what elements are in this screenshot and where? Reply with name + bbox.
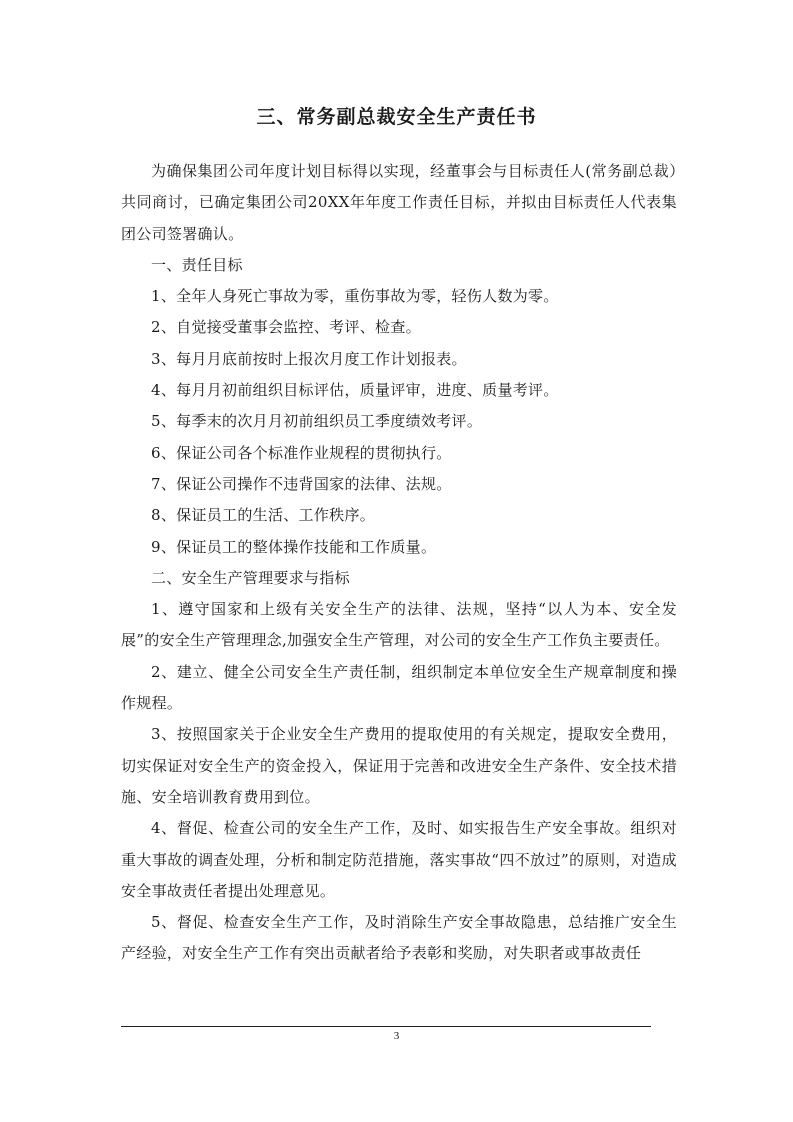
requirement-paragraph: 4、督促、检查公司的安全生产工作，及时、如实报告生产安全事故。组织对重大事故的调查处理，分析和制定防范措施，落实事故“四不放过”的原则，对造成安全事故责任者提出处理意见。 — [121, 819, 677, 900]
section-heading-targets: 一、责任目标 — [151, 255, 243, 274]
footer-divider — [121, 1026, 651, 1027]
section-heading-requirements: 二、安全生产管理要求与指标 — [151, 568, 350, 587]
target-item: 8、保证员工的生活、工作秩序。 — [151, 506, 376, 525]
target-item: 9、保证员工的整体操作技能和工作质量。 — [151, 537, 437, 556]
target-item: 1、全年人身死亡事故为零，重伤事故为零，轻伤人数为零。 — [151, 287, 559, 306]
target-item: 4、每月月初前组织目标评估，质量评审，进度、质量考评。 — [151, 381, 559, 400]
document-body — [121, 156, 677, 970]
target-item: 2、自觉接受董事会监控、考评、检查。 — [151, 318, 421, 337]
requirement-paragraph: 2、建立、健全公司安全生产责任制，组织制定本单位安全生产规章制度和操作规程。 — [121, 662, 677, 713]
intro-paragraph: 为确保集团公司年度计划目标得以实现，经董事会与目标责任人(常务副总裁）共同商讨，已确定集团公司20XX年年度工作责任目标，并拟由目标责任人代表集团公司签署确认。 — [121, 162, 677, 243]
requirement-paragraph: 3、按照国家关于企业安全生产费用的提取使用的有关规定，提取安全费用，切实保证对安全生产的资金投入，保证用于完善和改进安全生产条件、安全技术措施、安全培训教育费用到位。 — [121, 725, 677, 806]
target-item: 7、保证公司操作不违背国家的法律、法规。 — [151, 474, 452, 493]
target-item: 6、保证公司各个标准作业规程的贯彻执行。 — [151, 443, 452, 462]
target-item: 5、每季末的次月月初前组织员工季度绩效考评。 — [151, 412, 483, 431]
page-number: 3 — [393, 1030, 400, 1042]
requirement-paragraph: 5、督促、检查安全生产工作，及时消除生产安全事故隐患，总结推广安全生产经验，对安全生产工作有突出贡献者给予表彰和奖励，对失职者或事故责任 — [121, 913, 677, 963]
requirement-paragraph: 1、遵守国家和上级有关安全生产的法律、法规，坚持“以人为本、安全发展”的安全生产管理理念,加强安全生产管理，对公司的安全生产工作负主要责任。 — [121, 600, 677, 650]
target-item: 3、每月月底前按时上报次月度工作计划报表。 — [151, 349, 467, 368]
document-title: 三、常务副总裁安全生产责任书 — [256, 106, 537, 128]
